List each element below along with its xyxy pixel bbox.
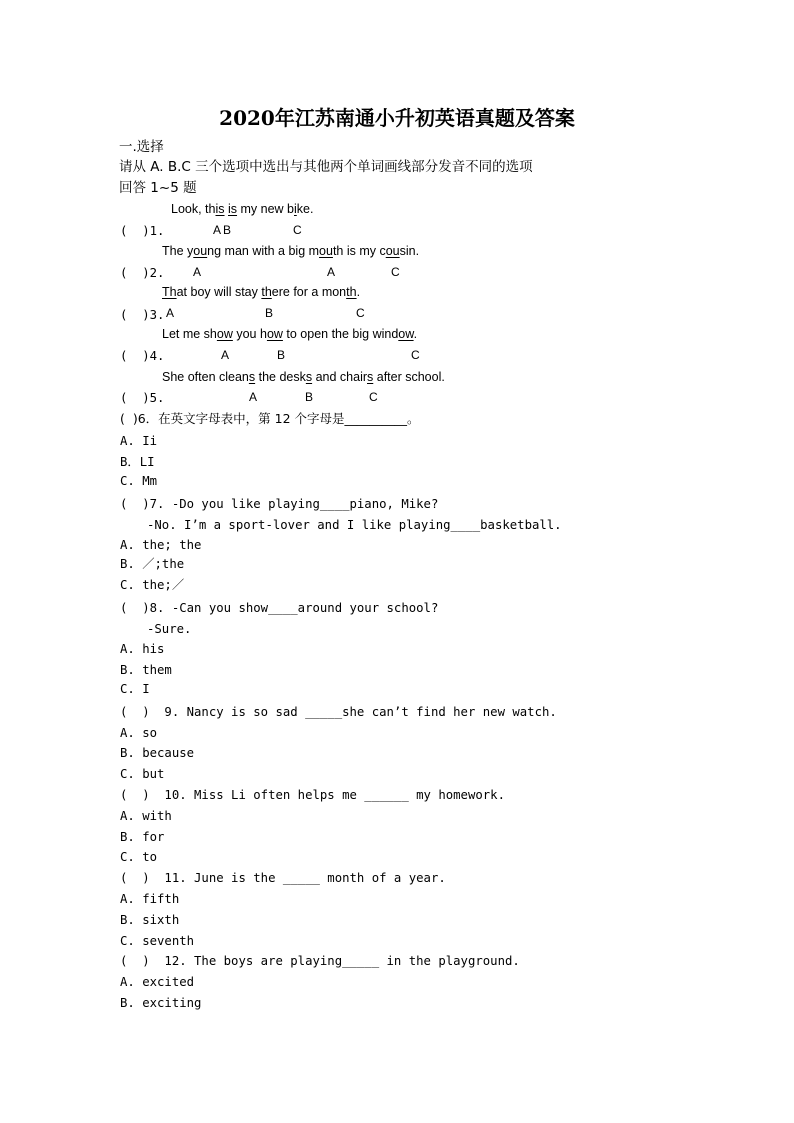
option-label: B — [305, 390, 314, 404]
question-9: ( ) 9. Nancy is so sad _____she can’t find her new watch. — [120, 705, 557, 719]
question-8: ( )8. -Can you show____around your school? — [120, 601, 439, 615]
question-8-reply: -Sure. — [147, 622, 192, 636]
question-10: ( ) 10. Miss Li often helps me ______ my homework. — [120, 788, 505, 802]
option-label: A — [193, 265, 202, 279]
option-label: C — [356, 306, 365, 320]
question-6: ( )6．在英文字母表中，第 12 个字母是__________。 — [120, 411, 420, 426]
answer-paren-2[interactable]: ( )2. — [120, 266, 165, 280]
option-label: C — [293, 223, 302, 237]
option-10a[interactable]: A. with — [120, 809, 172, 823]
option-11b[interactable]: B. sixth — [120, 913, 180, 927]
answer-paren-3[interactable]: ( )3. — [120, 308, 165, 322]
question-12: ( ) 12. The boys are playing_____ in the playground. — [120, 954, 520, 968]
option-label: A — [166, 306, 175, 320]
option-9a[interactable]: A. so — [120, 726, 158, 740]
option-label: A — [221, 348, 230, 362]
option-label: A — [327, 265, 336, 279]
option-12b[interactable]: B. exciting — [120, 996, 202, 1010]
instruction-range: 回答 1~5 题 — [119, 180, 197, 196]
option-9c[interactable]: C. but — [120, 767, 165, 781]
option-8a[interactable]: A. his — [120, 642, 165, 656]
question-7: ( )7. -Do you like playing____piano, Mike? — [120, 497, 439, 511]
option-9b[interactable]: B. because — [120, 746, 195, 760]
option-6a[interactable]: A. Ii — [120, 434, 158, 448]
phonetic-sentence-1: Look, this is my new bike. — [171, 202, 314, 216]
section-heading: 一.选择 — [119, 139, 164, 155]
option-11c[interactable]: C. seventh — [120, 934, 195, 948]
phonetic-sentence-4: Let me show you how to open the big window. — [162, 327, 418, 341]
option-label: A — [249, 390, 258, 404]
question-7-reply: -No. I’m a sport-lover and I like playing____basketball. — [147, 518, 562, 532]
page-title: 2020年江苏南通小升初英语真题及答案 — [219, 106, 575, 130]
option-7c[interactable]: C. the;／ — [120, 578, 185, 592]
answer-paren-1[interactable]: ( )1. — [120, 224, 165, 238]
phonetic-sentence-2: The young man with a big mouth is my cousin. — [162, 244, 420, 258]
option-12a[interactable]: A. excited — [120, 975, 195, 989]
option-label: A — [213, 223, 222, 237]
option-10b[interactable]: B. for — [120, 830, 165, 844]
question-11: ( ) 11. June is the _____ month of a year. — [120, 871, 446, 885]
option-11a[interactable]: A. fifth — [120, 892, 180, 906]
phonetic-sentence-5: She often cleans the desks and chairs after school. — [162, 370, 445, 384]
instruction-text: 请从 A. B.C 三个选项中选出与其他两个单词画线部分发音不同的选项 — [119, 159, 533, 175]
option-7b[interactable]: B. ／;the — [120, 557, 185, 571]
option-label: C — [369, 390, 378, 404]
option-8b[interactable]: B. them — [120, 663, 172, 677]
option-8c[interactable]: C. I — [120, 682, 150, 696]
phonetic-sentence-3: That boy will stay there for a month. — [162, 285, 361, 299]
option-label: C — [391, 265, 400, 279]
option-6c[interactable]: C. Mm — [120, 474, 158, 488]
option-label: B — [223, 223, 232, 237]
option-label: B — [265, 306, 274, 320]
option-7a[interactable]: A. the; the — [120, 538, 202, 552]
answer-paren-4[interactable]: ( )4. — [120, 349, 165, 363]
option-label: B — [277, 348, 286, 362]
option-10c[interactable]: C. to — [120, 850, 158, 864]
answer-paren-5[interactable]: ( )5. — [120, 391, 165, 405]
option-6b[interactable]: B．LI — [120, 455, 155, 469]
option-label: C — [411, 348, 420, 362]
